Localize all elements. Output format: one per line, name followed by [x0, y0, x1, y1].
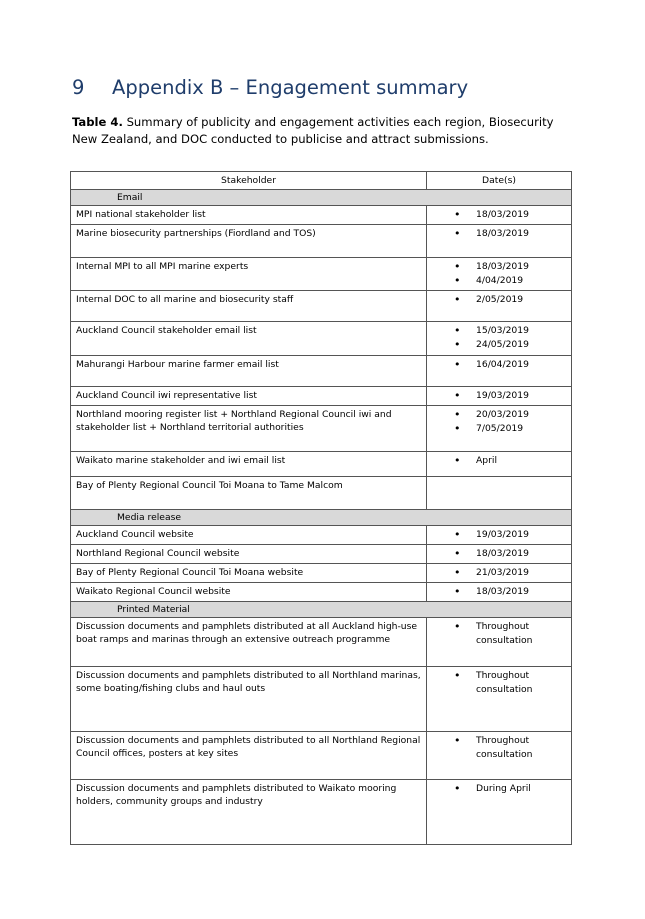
- date-list: [432, 566, 566, 580]
- dates-cell: [427, 618, 572, 667]
- date-list: [432, 734, 566, 762]
- section-label: Printed Material: [71, 602, 572, 618]
- date-list: [432, 293, 566, 307]
- table-row: [71, 732, 572, 780]
- stakeholder-cell: Auckland Council stakeholder email list: [71, 322, 427, 356]
- date-item: [432, 324, 566, 338]
- date-list: [432, 227, 566, 241]
- date-text: During April: [476, 783, 531, 794]
- stakeholder-cell: Discussion documents and pamphlets distributed to all Northland Regional Council offices, posters at key sites: [71, 732, 427, 780]
- date-list: [432, 782, 566, 796]
- stakeholder-cell: Bay of Plenty Regional Council Toi Moana website: [71, 564, 427, 583]
- header-dates: Date(s): [427, 172, 572, 190]
- table-row: [71, 564, 572, 583]
- date-item: [432, 293, 566, 307]
- date-list: [432, 547, 566, 561]
- table-row: [71, 225, 572, 258]
- date-item: [432, 208, 566, 222]
- date-text: Throughout consultation: [476, 735, 533, 760]
- date-text: 15/03/2019: [476, 325, 529, 336]
- table-row: [71, 780, 572, 845]
- caption-text: Summary of publicity and engagement activities each region, Biosecurity New Zealand, and DOC conducted to publicise and attract submissions.: [72, 115, 554, 146]
- date-text: 20/03/2019: [476, 409, 529, 420]
- date-list: [432, 260, 566, 288]
- table-row: [71, 667, 572, 732]
- section-row-email: [71, 190, 572, 206]
- dates-cell: [427, 258, 572, 291]
- header-row: [71, 172, 572, 190]
- table-row: [71, 452, 572, 477]
- date-list: [432, 408, 566, 436]
- stakeholder-cell: MPI national stakeholder list: [71, 206, 427, 225]
- dates-cell: [427, 477, 572, 510]
- table-caption: [72, 114, 582, 148]
- dates-cell: [427, 732, 572, 780]
- table-row: [71, 406, 572, 452]
- date-list: [432, 208, 566, 222]
- table-row: [71, 387, 572, 406]
- date-text: 18/03/2019: [476, 209, 529, 220]
- date-item: [432, 585, 566, 599]
- date-text: 16/04/2019: [476, 359, 529, 370]
- date-text: 18/03/2019: [476, 548, 529, 559]
- date-list: [432, 669, 566, 697]
- stakeholder-cell: Auckland Council iwi representative list: [71, 387, 427, 406]
- date-item: [432, 547, 566, 561]
- table-row: [71, 545, 572, 564]
- section-label: Media release: [71, 510, 572, 526]
- date-text: 19/03/2019: [476, 529, 529, 540]
- dates-cell: [427, 387, 572, 406]
- dates-cell: [427, 583, 572, 602]
- date-item: [432, 358, 566, 372]
- date-text: 21/03/2019: [476, 567, 529, 578]
- table-row: [71, 526, 572, 545]
- date-text: 18/03/2019: [476, 261, 529, 272]
- dates-cell: [427, 291, 572, 322]
- stakeholder-cell: Internal MPI to all MPI marine experts: [71, 258, 427, 291]
- date-item: [432, 274, 566, 288]
- date-item: [432, 734, 566, 762]
- section-number: 9: [72, 76, 85, 99]
- stakeholder-cell: Waikato Regional Council website: [71, 583, 427, 602]
- dates-cell: [427, 545, 572, 564]
- section-label: Email: [71, 190, 572, 206]
- stakeholder-cell: Discussion documents and pamphlets distributed at all Auckland high-use boat ramps and marinas through an extensive outreach programme: [71, 618, 427, 667]
- date-text: 7/05/2019: [476, 423, 524, 434]
- stakeholder-cell: Waikato marine stakeholder and iwi email list: [71, 452, 427, 477]
- stakeholder-cell: Northland Regional Council website: [71, 545, 427, 564]
- date-item: [432, 260, 566, 274]
- dates-cell: [427, 452, 572, 477]
- date-text: Throughout consultation: [476, 621, 533, 646]
- stakeholder-cell: Mahurangi Harbour marine farmer email list: [71, 356, 427, 387]
- date-item: [432, 408, 566, 422]
- date-list: [432, 358, 566, 372]
- caption-label: Table 4.: [72, 115, 123, 129]
- date-item: [432, 566, 566, 580]
- date-item: [432, 669, 566, 697]
- date-text: Throughout consultation: [476, 670, 533, 695]
- stakeholder-cell: Internal DOC to all marine and biosecurity staff: [71, 291, 427, 322]
- date-item: [432, 528, 566, 542]
- date-item: [432, 782, 566, 796]
- stakeholder-cell: Auckland Council website: [71, 526, 427, 545]
- dates-cell: [427, 206, 572, 225]
- table-row: [71, 206, 572, 225]
- date-text: 19/03/2019: [476, 390, 529, 401]
- date-item: [432, 422, 566, 436]
- dates-cell: [427, 564, 572, 583]
- section-heading: [72, 76, 468, 99]
- date-item: [432, 620, 566, 648]
- table-row: [71, 291, 572, 322]
- date-list: [432, 528, 566, 542]
- date-list: [432, 324, 566, 352]
- dates-cell: [427, 225, 572, 258]
- date-list: [432, 454, 566, 468]
- date-list: [432, 585, 566, 599]
- table-row: [71, 618, 572, 667]
- section-title: Appendix B – Engagement summary: [112, 76, 469, 99]
- header-stakeholder: Stakeholder: [71, 172, 427, 190]
- section-row-printed: [71, 602, 572, 618]
- date-text: 4/04/2019: [476, 275, 524, 286]
- dates-cell: [427, 406, 572, 452]
- date-list: [432, 620, 566, 648]
- dates-cell: [427, 667, 572, 732]
- stakeholder-cell: Discussion documents and pamphlets distributed to Waikato mooring holders, community groups and industry: [71, 780, 427, 845]
- stakeholder-cell: Bay of Plenty Regional Council Toi Moana to Tame Malcom: [71, 477, 427, 510]
- date-item: [432, 227, 566, 241]
- date-item: [432, 389, 566, 403]
- dates-cell: [427, 780, 572, 845]
- date-text: 18/03/2019: [476, 228, 529, 239]
- stakeholder-cell: Discussion documents and pamphlets distributed to all Northland marinas, some boating/fishing clubs and haul outs: [71, 667, 427, 732]
- table-row: [71, 477, 572, 510]
- stakeholder-cell: Northland mooring register list + Northland Regional Council iwi and stakeholder list + Northland territorial authorities: [71, 406, 427, 452]
- dates-cell: [427, 526, 572, 545]
- table-row: [71, 258, 572, 291]
- section-row-media: [71, 510, 572, 526]
- date-text: April: [476, 455, 497, 466]
- date-item: [432, 454, 566, 468]
- date-text: 2/05/2019: [476, 294, 524, 305]
- date-text: 24/05/2019: [476, 339, 529, 350]
- dates-cell: [427, 322, 572, 356]
- engagement-table: [70, 171, 572, 845]
- date-list: [432, 389, 566, 403]
- date-item: [432, 338, 566, 352]
- table-row: [71, 322, 572, 356]
- table-row: [71, 356, 572, 387]
- date-text: 18/03/2019: [476, 586, 529, 597]
- stakeholder-cell: Marine biosecurity partnerships (Fiordland and TOS): [71, 225, 427, 258]
- table-row: [71, 583, 572, 602]
- dates-cell: [427, 356, 572, 387]
